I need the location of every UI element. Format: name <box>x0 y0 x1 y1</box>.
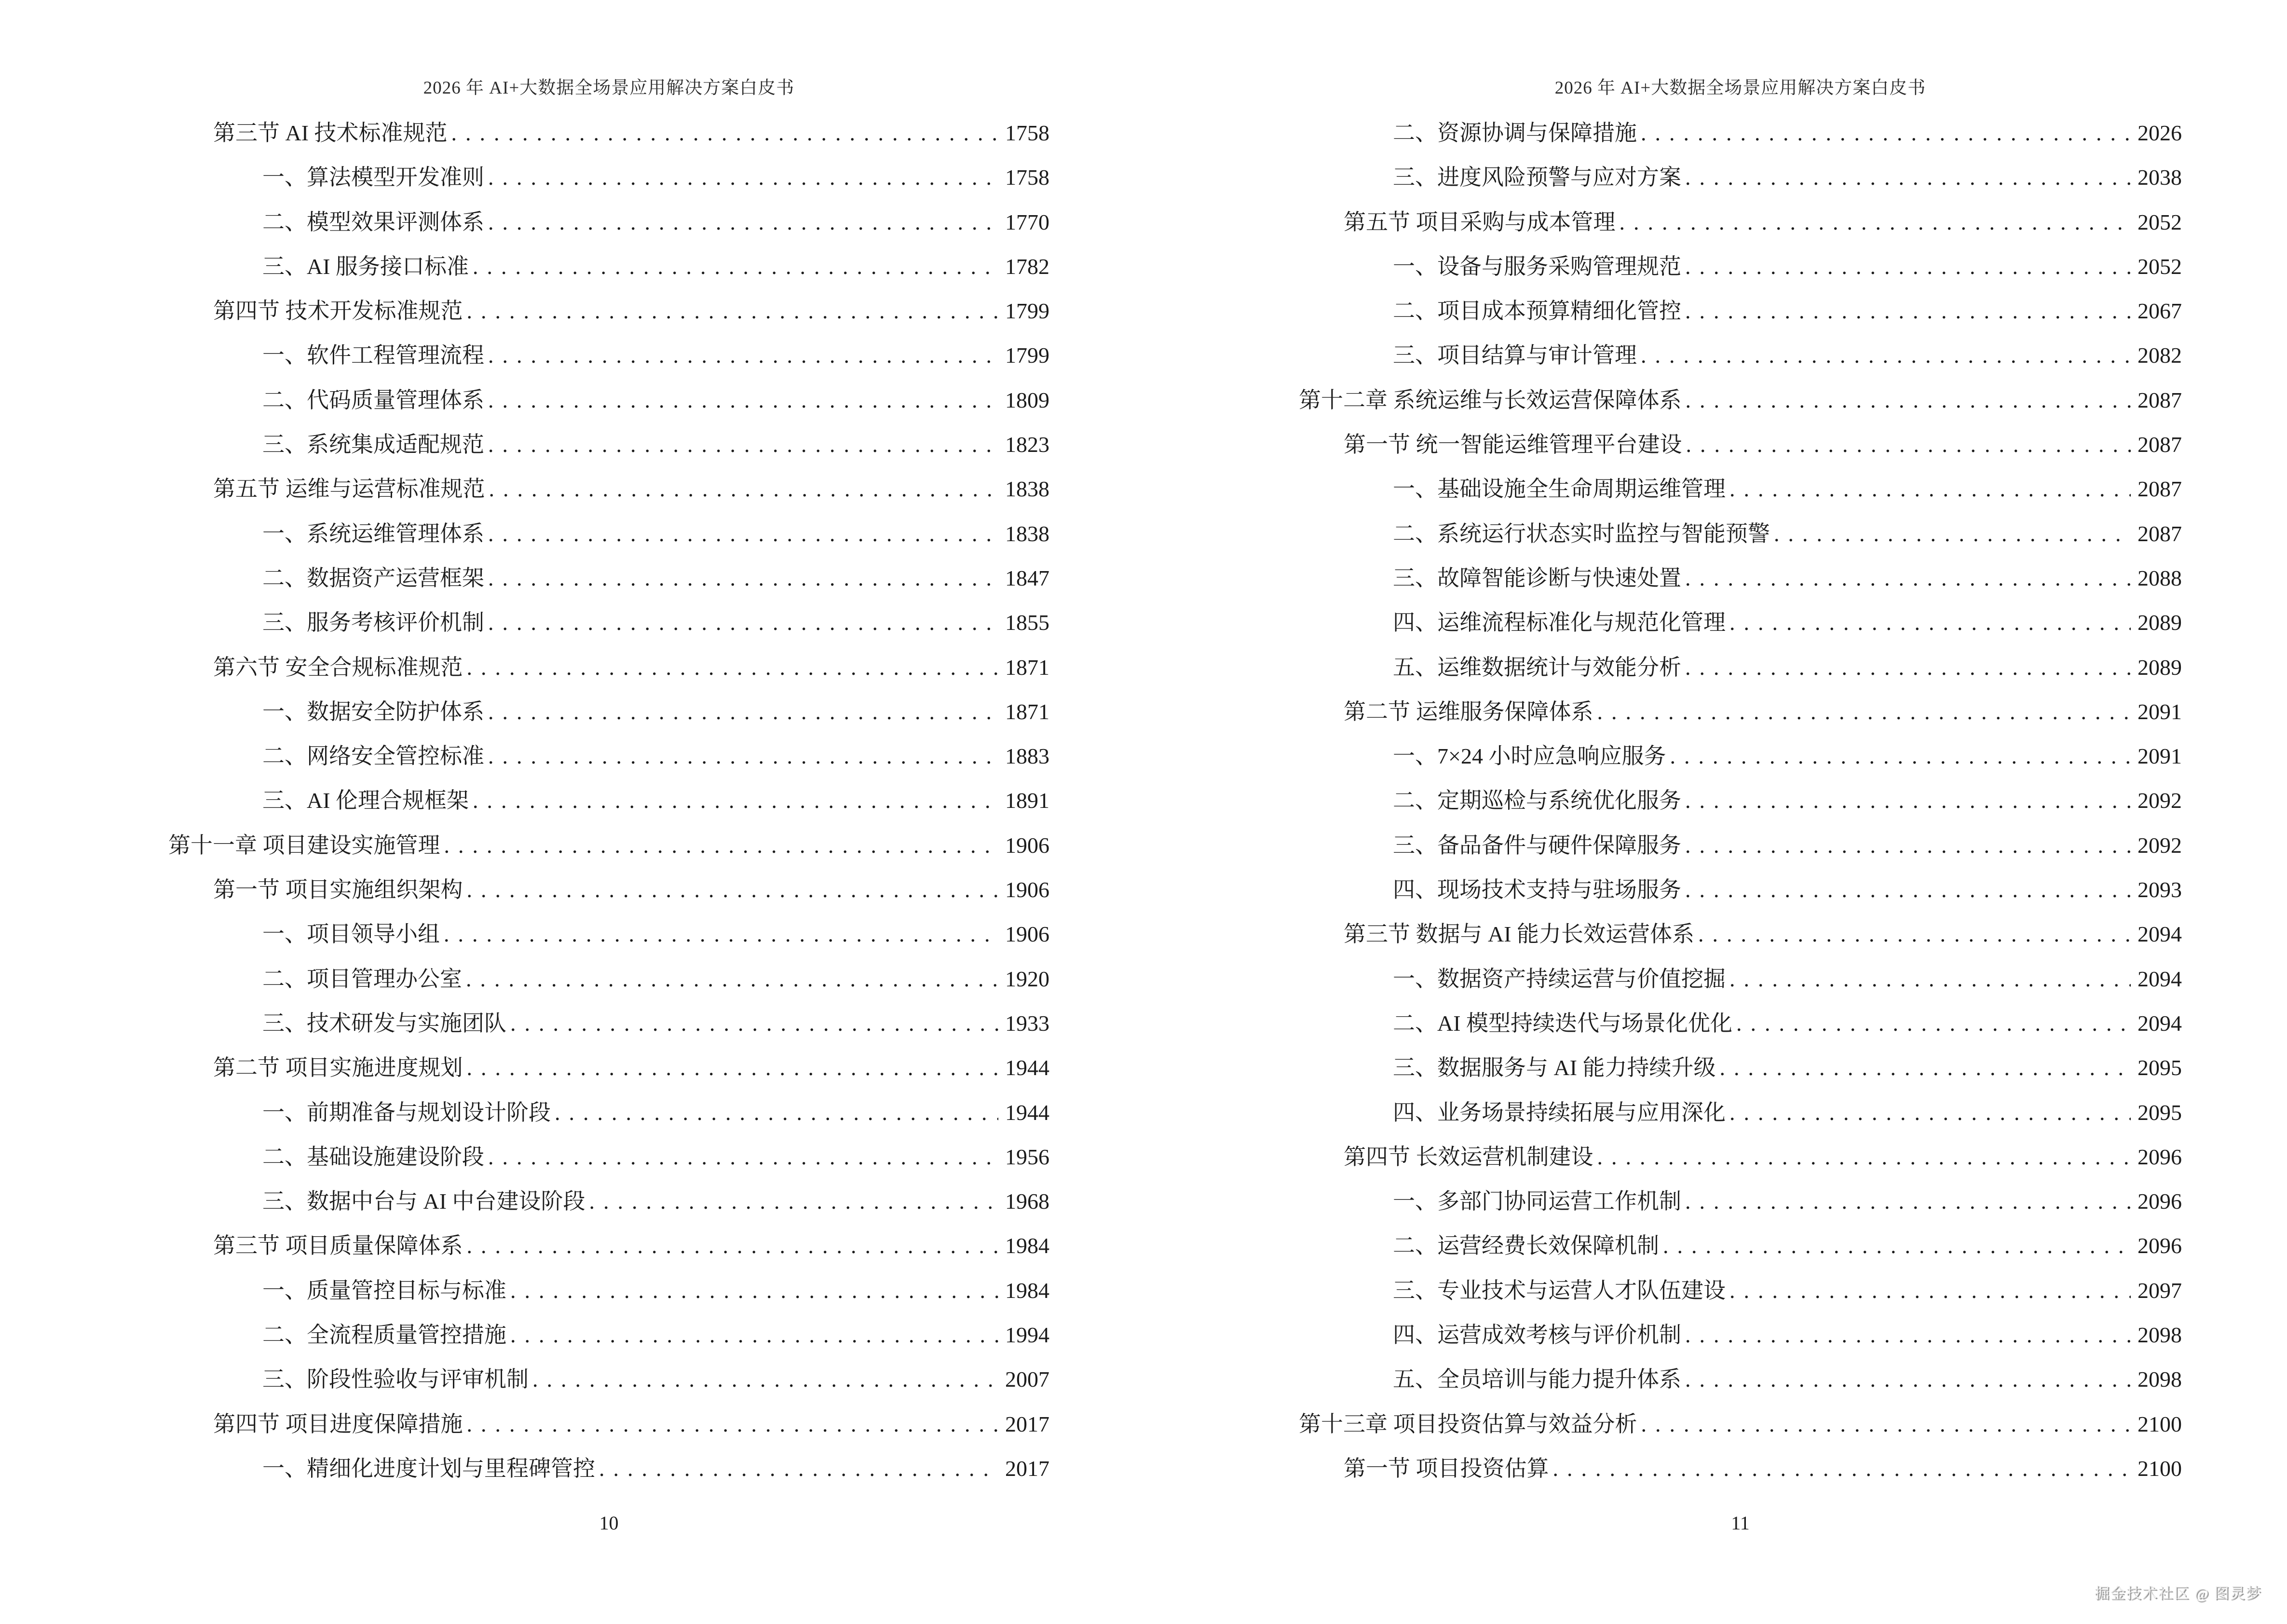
toc-entry-page: 2017 <box>1005 1456 1049 1481</box>
toc-entry-page: 1944 <box>1005 1100 1049 1125</box>
toc-leader-dots <box>467 645 999 690</box>
toc-entry <box>1299 512 2182 556</box>
page-number: 11 <box>1731 1512 1750 1534</box>
toc-leader-dots <box>1641 1402 2131 1447</box>
toc-entry <box>1299 200 2182 245</box>
toc-entry-title: 第二节 运维服务保障体系 <box>1344 699 1593 724</box>
toc-entry-title: 四、现场技术支持与驻场服务 <box>1393 877 1681 902</box>
toc-entry-title: 三、阶段性验收与评审机制 <box>262 1367 529 1392</box>
toc-entry-page: 2087 <box>2137 477 2182 502</box>
toc-entry <box>1299 289 2182 333</box>
toc-leader-dots <box>473 245 998 289</box>
toc-entry <box>1299 734 2182 778</box>
toc-entry-title: 二、运营经费长效保障机制 <box>1393 1233 1659 1258</box>
toc-leader-dots <box>488 690 998 734</box>
toc-leader-dots <box>488 333 998 378</box>
toc-entry-title: 四、业务场景持续拓展与应用深化 <box>1393 1100 1726 1125</box>
toc-entry-page: 2095 <box>2137 1100 2182 1125</box>
toc-leader-dots <box>1685 1357 2131 1402</box>
toc-leader-dots <box>1641 333 2131 378</box>
toc-leader-dots <box>1729 1091 2131 1135</box>
toc-entry-page: 2052 <box>2137 254 2182 279</box>
toc-leader-dots <box>444 823 999 868</box>
toc-entry-title: 第一节 项目实施组织架构 <box>213 877 463 902</box>
toc-entry-page: 2026 <box>2137 121 2182 145</box>
toc-entry-title: 二、项目成本预算精细化管控 <box>1393 299 1681 324</box>
toc-entry-title: 二、数据资产运营框架 <box>262 565 484 590</box>
toc-entry-title: 第十二章 系统运维与长效运营保障体系 <box>1299 387 1682 412</box>
toc-entry-page: 1799 <box>1005 343 1049 368</box>
toc-entry-title: 五、全员培训与能力提升体系 <box>1393 1367 1681 1392</box>
toc-entry <box>168 823 1049 868</box>
toc-entry-page: 1838 <box>1005 521 1049 546</box>
toc-entry-title: 五、运维数据统计与效能分析 <box>1393 655 1681 680</box>
toc-entry-page: 2096 <box>2137 1189 2182 1214</box>
toc-entry-page: 1944 <box>1005 1055 1049 1080</box>
toc-entry-page: 1758 <box>1005 121 1049 145</box>
toc-leader-dots <box>488 600 998 645</box>
toc-entry-title: 一、软件工程管理流程 <box>262 343 484 368</box>
toc-entry <box>168 690 1049 734</box>
toc-entry <box>1299 1046 2182 1090</box>
toc-leader-dots <box>467 1224 999 1268</box>
toc-entry-title: 四、运维流程标准化与规范化管理 <box>1393 610 1726 635</box>
toc-leader-dots <box>1685 1179 2131 1224</box>
toc-entry-title: 第十三章 项目投资估算与效益分析 <box>1299 1411 1637 1436</box>
toc-entry-page: 2088 <box>2137 565 2182 590</box>
toc-entry <box>168 957 1049 1001</box>
toc-entry-title: 三、备品备件与硬件保障服务 <box>1393 832 1681 858</box>
toc-leader-dots <box>473 778 998 823</box>
toc-leader-dots <box>555 1091 998 1135</box>
toc-leader-dots <box>1736 1001 2131 1046</box>
toc-entry-page: 2096 <box>2137 1144 2182 1169</box>
toc-entry-title: 三、数据服务与 AI 能力持续升级 <box>1393 1055 1716 1080</box>
toc-entry <box>168 1179 1049 1224</box>
toc-entry <box>1299 1224 2182 1268</box>
toc-entry-title: 第四节 项目进度保障措施 <box>213 1411 463 1436</box>
toc-entry-title: 第三节 项目质量保障体系 <box>213 1233 463 1258</box>
toc-leader-dots <box>467 289 999 333</box>
toc-entry-page: 1838 <box>1005 477 1049 502</box>
toc-entry-page: 2091 <box>2137 699 2182 724</box>
toc-entry-page: 2038 <box>2137 165 2182 190</box>
toc-leader-dots <box>1670 734 2131 778</box>
toc-entry-page: 2052 <box>2137 209 2182 234</box>
toc-entry-title: 一、数据安全防护体系 <box>262 699 484 724</box>
toc-leader-dots <box>444 912 998 956</box>
toc-entry-page: 1920 <box>1005 966 1049 991</box>
toc-entry-page: 2087 <box>2137 432 2182 457</box>
toc-entry-page: 1758 <box>1005 165 1049 190</box>
toc-leader-dots <box>1597 1135 2131 1179</box>
toc-leader-dots <box>1685 778 2131 823</box>
toc-leader-dots <box>488 734 998 778</box>
toc-entry <box>1299 1313 2182 1357</box>
toc-entry-page: 2091 <box>2137 744 2182 769</box>
toc-entry-page: 2017 <box>1005 1411 1049 1436</box>
toc-leader-dots <box>466 957 998 1001</box>
toc-leader-dots <box>1553 1447 2131 1491</box>
toc-entry <box>1299 868 2182 912</box>
toc-entry <box>1299 245 2182 289</box>
toc-entry-page: 2067 <box>2137 299 2182 324</box>
toc-entry <box>1299 1357 2182 1402</box>
toc-entry-page: 1968 <box>1005 1189 1049 1214</box>
toc-entry-title: 第四节 长效运营机制建设 <box>1344 1144 1593 1169</box>
toc-entry <box>168 1447 1049 1491</box>
toc-entry-title: 一、质量管控目标与标准 <box>262 1278 506 1303</box>
toc-entry <box>1299 912 2182 956</box>
toc-entry-title: 第四节 技术开发标准规范 <box>213 299 463 324</box>
toc-entry <box>168 1091 1049 1135</box>
toc-entry-title: 一、精细化进度计划与里程碑管控 <box>262 1456 595 1481</box>
toc-entry-page: 1891 <box>1005 788 1049 813</box>
toc-entry <box>1299 155 2182 200</box>
watermark: 掘金技术社区 @ 图灵梦 <box>2094 1585 2262 1602</box>
toc-entry-page: 2092 <box>2137 832 2182 858</box>
toc-leader-dots <box>488 512 998 556</box>
toc-entry-title: 一、基础设施全生命周期运维管理 <box>1393 477 1726 502</box>
toc-entry <box>168 155 1049 200</box>
toc-entry <box>168 868 1049 912</box>
toc-entry <box>168 1046 1049 1090</box>
toc-entry <box>168 600 1049 645</box>
toc-leader-dots <box>488 155 998 200</box>
toc-entry <box>168 289 1049 333</box>
toc-entry-title: 二、项目管理办公室 <box>262 966 462 991</box>
toc-leader-dots <box>1729 600 2131 645</box>
toc-leader-dots <box>1729 957 2131 1001</box>
toc-entry <box>168 111 1049 155</box>
toc-entry-title: 一、设备与服务采购管理规范 <box>1393 254 1681 279</box>
toc-entry-title: 三、AI 伦理合规框架 <box>262 788 469 813</box>
toc-leader-dots <box>488 200 998 245</box>
toc-entry <box>1299 1135 2182 1179</box>
toc-entry-page: 1984 <box>1005 1233 1049 1258</box>
toc-entry-title: 第一节 项目投资估算 <box>1344 1456 1549 1481</box>
toc-entry <box>168 1135 1049 1179</box>
toc-entry <box>1299 690 2182 734</box>
toc-leader-dots <box>1620 200 2131 245</box>
toc-leader-dots <box>1774 512 2131 556</box>
toc-leader-dots <box>1729 467 2131 511</box>
toc-leader-dots <box>1663 1224 2131 1268</box>
toc-entry-page: 1906 <box>1005 832 1049 858</box>
toc-entry-title: 一、7×24 小时应急响应服务 <box>1393 744 1666 769</box>
toc-leader-dots <box>1597 690 2131 734</box>
toc-entry-page: 2087 <box>2137 521 2182 546</box>
toc-leader-dots <box>1685 1313 2131 1357</box>
toc-entry <box>1299 1269 2182 1313</box>
toc-entry-title: 三、专业技术与运营人才队伍建设 <box>1393 1278 1726 1303</box>
toc-entry <box>168 512 1049 556</box>
toc-entry-title: 一、前期准备与规划设计阶段 <box>262 1100 551 1125</box>
toc-entry-page: 1984 <box>1005 1278 1049 1303</box>
toc-entry-title: 二、资源协调与保障措施 <box>1393 121 1637 145</box>
toc-entry-title: 一、项目领导小组 <box>262 922 440 947</box>
toc-entry-page: 1809 <box>1005 387 1049 412</box>
toc-entry-title: 第三节 数据与 AI 能力长效运营体系 <box>1344 922 1695 947</box>
toc-entry-page: 2092 <box>2137 788 2182 813</box>
toc-entry <box>1299 333 2182 378</box>
toc-entry <box>168 1001 1049 1046</box>
toc-entry-title: 三、技术研发与实施团队 <box>262 1010 506 1036</box>
toc-entry-page: 1770 <box>1005 209 1049 234</box>
toc-entry-title: 二、定期巡检与系统优化服务 <box>1393 788 1681 813</box>
toc-entry <box>1299 378 2182 423</box>
toc-entry-page: 1906 <box>1005 922 1049 947</box>
toc-entry-page: 2100 <box>2137 1456 2182 1481</box>
toc-leader-dots <box>1685 556 2131 600</box>
toc-entry <box>1299 957 2182 1001</box>
toc-leader-dots <box>510 1001 998 1046</box>
toc-entry <box>168 778 1049 823</box>
toc-leader-dots <box>467 868 999 912</box>
toc-entry-title: 二、模型效果评测体系 <box>262 209 484 234</box>
toc-entry <box>168 423 1049 467</box>
toc-entry <box>168 200 1049 245</box>
page-number: 10 <box>599 1512 619 1534</box>
toc-entry <box>168 1269 1049 1313</box>
toc-entry-page: 2098 <box>2137 1367 2182 1392</box>
toc-list <box>1299 111 2182 1491</box>
page-11 <box>1299 0 2182 1624</box>
toc-entry-page: 1883 <box>1005 744 1049 769</box>
toc-leader-dots <box>488 556 998 600</box>
running-header: 2026 年 AI+大数据全场景应用解决方案白皮书 <box>423 78 795 98</box>
toc-leader-dots <box>510 1269 998 1313</box>
toc-entry-title: 第二节 项目实施进度规划 <box>213 1055 463 1080</box>
toc-leader-dots <box>451 111 998 155</box>
toc-leader-dots <box>599 1447 998 1491</box>
toc-leader-dots <box>1698 912 2131 956</box>
toc-entry-title: 三、AI 服务接口标准 <box>262 254 469 279</box>
toc-entry-title: 第五节 项目采购与成本管理 <box>1344 209 1616 234</box>
toc-entry <box>168 378 1049 423</box>
toc-entry-title: 第三节 AI 技术标准规范 <box>213 121 448 145</box>
toc-entry-page: 1956 <box>1005 1144 1049 1169</box>
toc-entry-title: 二、基础设施建设阶段 <box>262 1144 484 1169</box>
toc-entry-page: 1823 <box>1005 432 1049 457</box>
toc-entry <box>168 912 1049 956</box>
toc-entry <box>168 556 1049 600</box>
toc-entry <box>1299 556 2182 600</box>
toc-entry-title: 第一节 统一智能运维管理平台建设 <box>1344 432 1682 457</box>
toc-entry <box>168 467 1049 511</box>
toc-entry-title: 三、数据中台与 AI 中台建设阶段 <box>262 1189 585 1214</box>
toc-entry <box>168 245 1049 289</box>
toc-entry-page: 2089 <box>2137 655 2182 680</box>
toc-entry-page: 2094 <box>2137 922 2182 947</box>
running-header: 2026 年 AI+大数据全场景应用解决方案白皮书 <box>1554 78 1926 98</box>
toc-leader-dots <box>1686 378 2131 423</box>
toc-entry-title: 一、算法模型开发准则 <box>262 165 484 190</box>
toc-leader-dots <box>1685 823 2131 868</box>
toc-entry <box>1299 1091 2182 1135</box>
toc-entry-page: 1906 <box>1005 877 1049 902</box>
toc-entry <box>168 1224 1049 1268</box>
toc-entry <box>1299 600 2182 645</box>
toc-entry-title: 二、AI 模型持续迭代与场景化优化 <box>1393 1010 1733 1036</box>
toc-entry-title: 第六节 安全合规标准规范 <box>213 655 463 680</box>
toc-leader-dots <box>488 1135 998 1179</box>
toc-entry-page: 1871 <box>1005 699 1049 724</box>
toc-entry-title: 一、数据资产持续运营与价值挖掘 <box>1393 966 1726 991</box>
toc-entry-page: 1871 <box>1005 655 1049 680</box>
toc-entry <box>1299 111 2182 155</box>
toc-entry-page: 2007 <box>1005 1367 1049 1392</box>
toc-entry-title: 三、进度风险预警与应对方案 <box>1393 165 1681 190</box>
toc-entry-page: 1782 <box>1005 254 1049 279</box>
toc-entry-page: 2093 <box>2137 877 2182 902</box>
toc-entry-page: 1799 <box>1005 299 1049 324</box>
toc-leader-dots <box>1641 111 2131 155</box>
toc-entry-title: 二、系统运行状态实时监控与智能预警 <box>1393 521 1770 546</box>
toc-entry-title: 三、故障智能诊断与快速处置 <box>1393 565 1681 590</box>
toc-leader-dots <box>489 467 999 511</box>
toc-leader-dots <box>1685 868 2131 912</box>
toc-entry <box>1299 467 2182 511</box>
toc-leader-dots <box>1720 1046 2131 1090</box>
toc-entry-title: 一、系统运维管理体系 <box>262 521 484 546</box>
toc-entry-page: 1994 <box>1005 1323 1049 1348</box>
toc-entry-page: 2100 <box>2137 1411 2182 1436</box>
toc-entry-page: 2089 <box>2137 610 2182 635</box>
toc-entry-page: 1855 <box>1005 610 1049 635</box>
toc-leader-dots <box>589 1179 998 1224</box>
toc-entry <box>168 1357 1049 1402</box>
toc-leader-dots <box>1685 645 2131 690</box>
toc-entry <box>168 1313 1049 1357</box>
toc-entry-title: 三、服务考核评价机制 <box>262 610 484 635</box>
toc-entry-title: 第十一章 项目建设实施管理 <box>168 832 440 858</box>
toc-leader-dots <box>532 1357 998 1402</box>
toc-entry-page: 2095 <box>2137 1055 2182 1080</box>
toc-leader-dots <box>488 378 998 423</box>
toc-entry-page: 1847 <box>1005 565 1049 590</box>
toc-entry-title: 二、代码质量管理体系 <box>262 387 484 412</box>
toc-leader-dots <box>1685 289 2131 333</box>
toc-leader-dots <box>467 1402 999 1447</box>
toc-entry-page: 2094 <box>2137 1010 2182 1036</box>
toc-entry <box>168 333 1049 378</box>
toc-entry <box>168 734 1049 778</box>
toc-entry <box>1299 778 2182 823</box>
toc-leader-dots <box>1729 1269 2131 1313</box>
toc-leader-dots <box>488 423 998 467</box>
toc-entry-page: 2097 <box>2137 1278 2182 1303</box>
toc-entry <box>1299 423 2182 467</box>
toc-entry-page: 2094 <box>2137 966 2182 991</box>
toc-leader-dots <box>510 1313 998 1357</box>
toc-entry <box>168 1402 1049 1447</box>
toc-entry <box>168 645 1049 690</box>
toc-leader-dots <box>467 1046 999 1090</box>
toc-entry-page: 2098 <box>2137 1323 2182 1348</box>
toc-entry <box>1299 1001 2182 1046</box>
toc-entry <box>1299 823 2182 868</box>
toc-entry-page: 2082 <box>2137 343 2182 368</box>
toc-entry-title: 二、网络安全管控标准 <box>262 744 484 769</box>
toc-entry-title: 三、项目结算与审计管理 <box>1393 343 1637 368</box>
toc-entry <box>1299 1447 2182 1491</box>
toc-entry-page: 2096 <box>2137 1233 2182 1258</box>
toc-entry <box>1299 645 2182 690</box>
toc-entry-page: 2087 <box>2137 387 2182 412</box>
toc-leader-dots <box>1686 423 2131 467</box>
toc-entry <box>1299 1402 2182 1447</box>
toc-list <box>168 111 1049 1491</box>
toc-entry <box>1299 1179 2182 1224</box>
toc-entry-title: 四、运营成效考核与评价机制 <box>1393 1323 1681 1348</box>
toc-leader-dots <box>1685 245 2131 289</box>
page-10 <box>168 0 1049 1624</box>
toc-entry-title: 一、多部门协同运营工作机制 <box>1393 1189 1681 1214</box>
toc-entry-title: 第五节 运维与运营标准规范 <box>213 477 485 502</box>
toc-entry-page: 1933 <box>1005 1010 1049 1036</box>
toc-entry-title: 三、系统集成适配规范 <box>262 432 484 457</box>
toc-leader-dots <box>1685 155 2131 200</box>
toc-entry-title: 二、全流程质量管控措施 <box>262 1323 506 1348</box>
